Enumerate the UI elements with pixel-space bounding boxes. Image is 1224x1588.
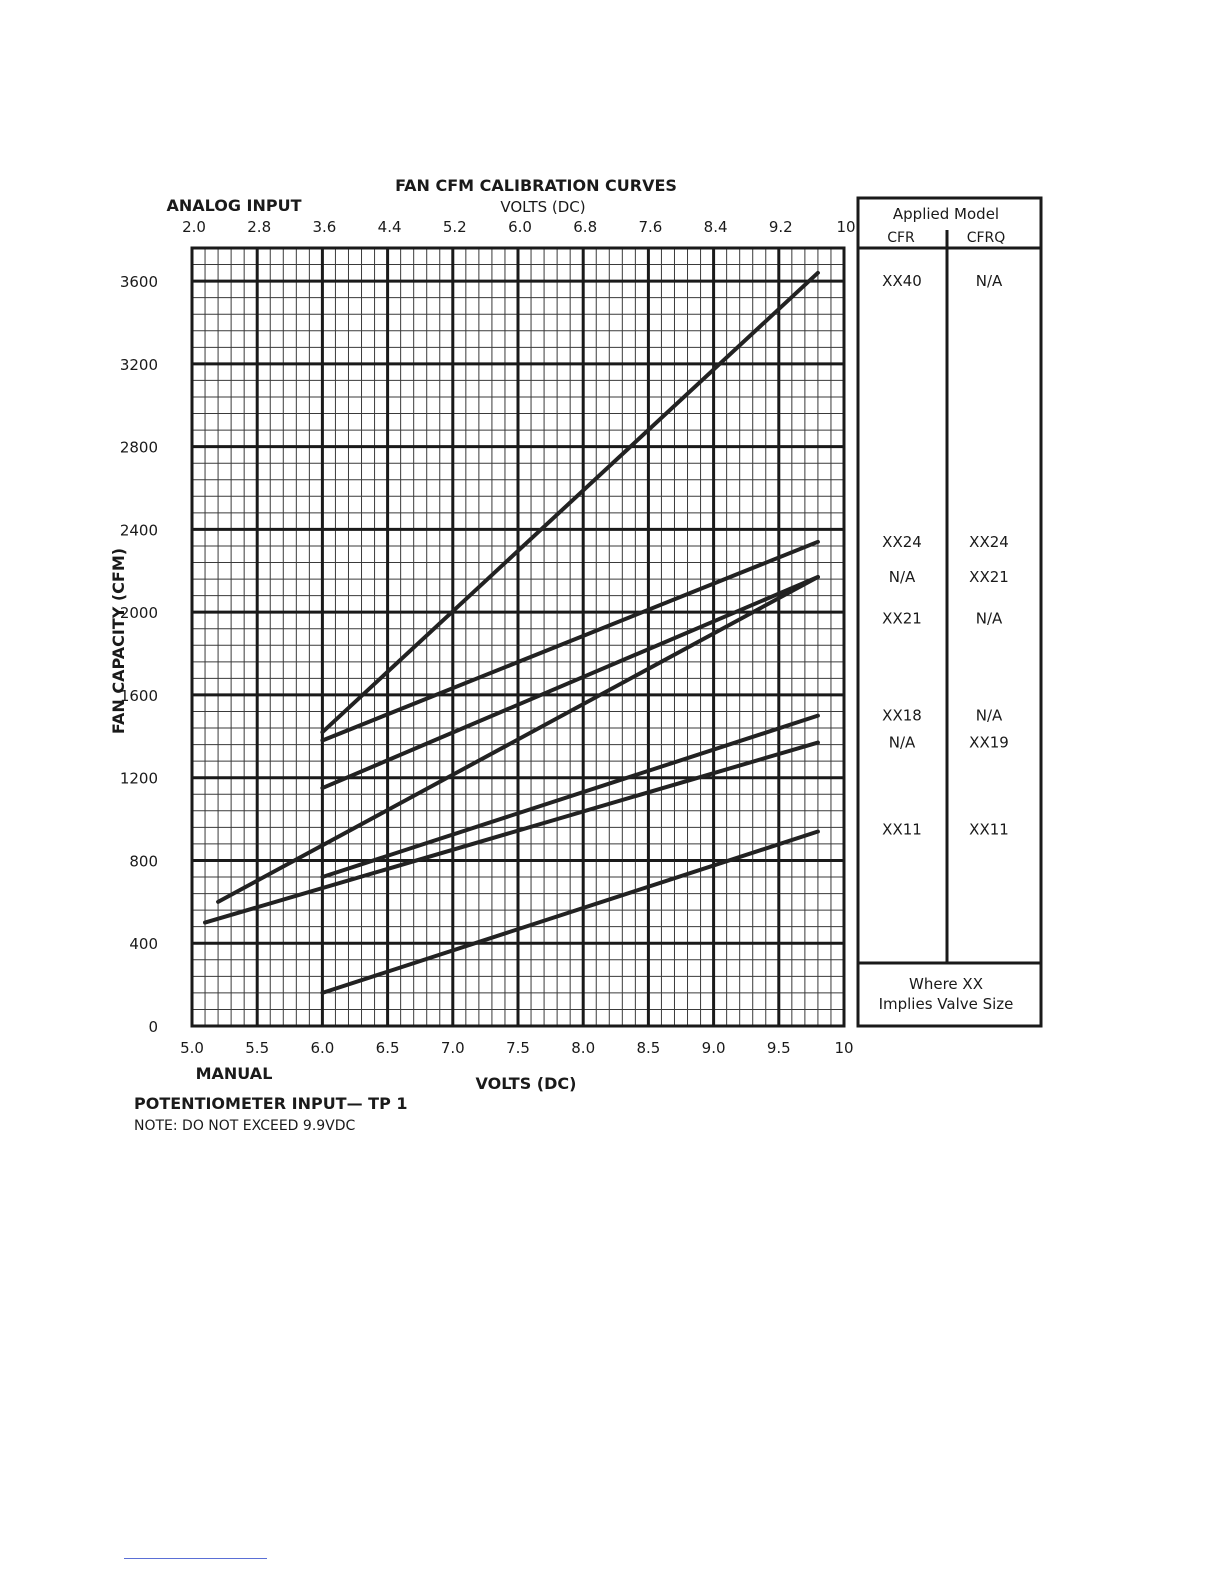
x-tick-label: 5.5 <box>245 1039 270 1057</box>
legend-table <box>858 198 1041 1026</box>
legend-cfrq-cell: N/A <box>975 272 1003 291</box>
x-tick-label: 6.5 <box>375 1039 400 1057</box>
x-tick-label: 8.0 <box>571 1039 596 1057</box>
legend-cfr-cell: N/A <box>888 567 916 586</box>
y-tick-label: 2800 <box>119 438 158 457</box>
top-tick-label: 9.2 <box>768 218 793 236</box>
legend-cfrq-cell: N/A <box>975 609 1003 628</box>
footnote-rule <box>124 1558 267 1559</box>
x-axis-label: VOLTS (DC) <box>475 1074 577 1093</box>
series-line-xx19 <box>205 743 818 923</box>
legend-footer-line1: Where XX <box>909 975 983 993</box>
legend-cfrq-cell: XX19 <box>969 733 1009 752</box>
y-tick-label: 3600 <box>119 273 158 292</box>
voltage-warning-note: NOTE: DO NOT EXCEED 9.9VDC <box>134 1118 356 1134</box>
x-tick-label: 9.0 <box>701 1039 726 1057</box>
legend-cfrq-cell: XX11 <box>969 820 1009 839</box>
top-tick-label: 10 <box>836 218 856 236</box>
legend-cfr-cell: XX21 <box>882 609 922 628</box>
axis-labels <box>109 176 856 1134</box>
x-tick-label: 8.5 <box>636 1039 661 1057</box>
potentiometer-note: POTENTIOMETER INPUT— TP 1 <box>134 1094 408 1113</box>
x-tick-label: 5.0 <box>180 1039 204 1057</box>
y-tick-label: 800 <box>129 852 158 871</box>
legend-cfr-cell: N/A <box>888 733 916 752</box>
legend-cfr-cell: XX24 <box>882 532 922 551</box>
top-tick-label: 6.0 <box>508 218 532 236</box>
top-tick-label: 4.4 <box>377 218 402 236</box>
legend-cfr-cell: XX11 <box>882 820 922 839</box>
y-tick-label: 0 <box>148 1018 158 1036</box>
x-tick-label: 6.0 <box>310 1039 335 1057</box>
x-tick-label: 9.5 <box>766 1039 791 1057</box>
y-tick-label: 2000 <box>119 604 158 623</box>
legend-cfr-cell: XX18 <box>882 706 922 725</box>
legend-header: Applied Model <box>892 205 1000 223</box>
legend-cfrq-cell: XX24 <box>969 532 1009 551</box>
legend-cfr-cell: XX40 <box>882 272 922 291</box>
x-axis-left-label: MANUAL <box>195 1064 273 1083</box>
top-axis-sublabel: VOLTS (DC) <box>500 198 586 216</box>
legend-footer-line2: Implies Valve Size <box>878 995 1014 1013</box>
y-axis-label: FAN CAPACITY (CFM) <box>109 547 128 735</box>
legend-col-cfr: CFR <box>887 230 915 246</box>
grid-major <box>192 248 844 1026</box>
top-tick-label: 3.6 <box>312 218 337 236</box>
top-axis-label: ANALOG INPUT <box>166 196 302 215</box>
legend-col-cfrq: CFRQ <box>966 230 1006 246</box>
top-tick-label: 6.8 <box>573 218 598 236</box>
top-tick-label: 7.6 <box>638 218 663 236</box>
top-tick-label: 2.8 <box>247 218 272 236</box>
y-tick-label: 1200 <box>119 769 158 788</box>
legend-cfrq-cell: N/A <box>975 706 1003 725</box>
y-tick-label: 400 <box>129 935 158 954</box>
y-tick-label: 3200 <box>119 355 158 374</box>
legend-cfrq-cell: XX21 <box>969 567 1009 586</box>
y-tick-label: 1600 <box>119 686 158 705</box>
x-tick-label: 7.0 <box>440 1039 465 1057</box>
top-tick-label: 8.4 <box>703 218 728 236</box>
chart-title: FAN CFM CALIBRATION CURVES <box>395 176 677 195</box>
x-tick-label: 7.5 <box>506 1039 530 1057</box>
top-tick-label: 2.0 <box>182 218 206 236</box>
y-tick-label: 2400 <box>119 521 158 540</box>
x-tick-label: 10 <box>834 1039 854 1057</box>
top-tick-label: 5.2 <box>442 218 467 236</box>
